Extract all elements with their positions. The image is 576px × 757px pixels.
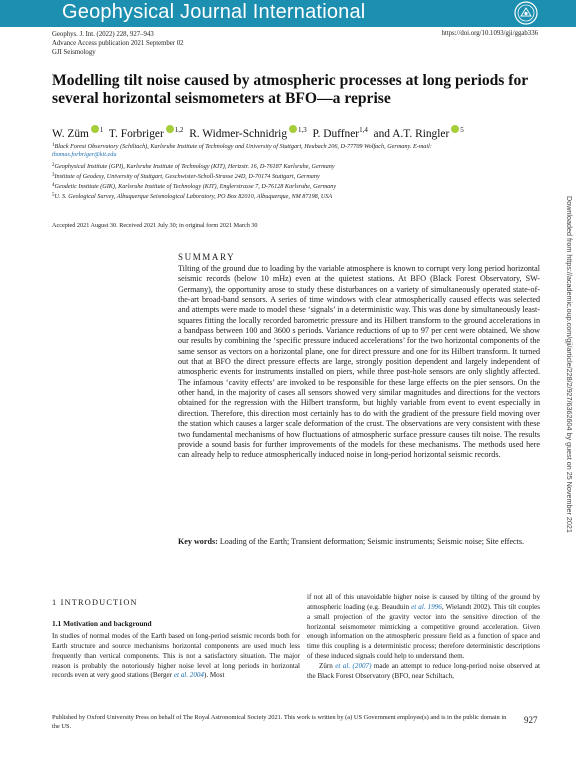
citation-link[interactable]: et al. (2007): [335, 661, 372, 670]
author-name[interactable]: R. Widmer-Schnidrig: [189, 128, 288, 140]
citation-link[interactable]: et al. 1996: [411, 602, 442, 611]
author-name[interactable]: P. Duffner: [312, 128, 360, 140]
article-title: Modelling tilt noise caused by atmospheric processes at long periods for several horizontal seismometers at BFO—a reprise: [52, 72, 528, 107]
author-email-link[interactable]: thomas.forbriger@kit.edu: [52, 151, 117, 158]
publisher-footer: Published by Oxford University Press on behalf of The Royal Astronomical Society 2021. This work is written by (a) US Government employee(s) and is in the public domain in the US.: [52, 714, 507, 730]
author-name[interactable]: T. Forbriger: [108, 128, 164, 140]
keywords-text: Loading of the Earth; Transient deformation; Seismic instruments; Seismic noise; Site effects.: [219, 537, 525, 546]
orcid-icon[interactable]: [289, 125, 297, 133]
orcid-icon[interactable]: [91, 125, 99, 133]
intro-left-column: In studies of normal modes of the Earth based on long-period seismic records both for Earth structure and source mechanisms horizontal components are used much less frequently than vertical components. This is not a satisfactory situation. The major reason is probably the notoriously higher noise level at long periods in horizontal records even at very good stations (Berger et al. 2004). Most: [52, 632, 300, 680]
orcid-icon[interactable]: [451, 125, 459, 133]
affiliation: $^1$Black Forest Observatory (Schiltach), Karlsruhe Institute of Technology and University of Stuttgart, Heubach 206, D-77709 Wolfach, Germany. E-mail: thomas.forbriger@kit.edu: [52, 143, 432, 158]
orcid-icon[interactable]: [166, 125, 174, 133]
subsection-heading: 1.1 Motivation and background: [52, 619, 152, 628]
section-heading: 1 INTRODUCTION: [52, 598, 138, 607]
intro-right-column: [307, 593, 540, 682]
journal-section: GJI Seismology: [52, 49, 96, 56]
affiliation: $^4$Geodetic Institute (GIK), Karlsruhe Institute of Technology (KIT), Englerstrasse 7, D-76128 Karlsruhe, Germany: [52, 183, 337, 190]
citation-link[interactable]: et al. 2004: [173, 671, 204, 680]
keywords: [178, 537, 540, 547]
page-number: 927: [524, 715, 538, 725]
author-name[interactable]: and A.T. Ringler: [373, 128, 450, 140]
affiliation: $^5$U. S. Geological Survey, Albuquerque Seismological Laboratory, PO Box 82010, Albuquerque, NM 87198, USA: [52, 193, 333, 200]
ras-seal-icon: [514, 1, 538, 25]
summary-heading: SUMMARY: [178, 252, 236, 262]
author-name[interactable]: W. Züm: [52, 128, 89, 140]
accepted-dates: Accepted 2021 August 30. Received 2021 July 30; in original form 2021 March 30: [52, 222, 258, 229]
author-list: W. Züm $^1$ T. Forbriger $^{1,2}$ R. Widmer-Schnidrig $^{1,3}$ P. Duffner$^{1,4}$ and A.T. Ringler $^5$: [52, 126, 464, 140]
affiliation: $^3$Institute of Geodesy, University of Stuttgart, Geschwister-Scholl-Strasse 24D, D-70174 Stuttgart, Germany: [52, 173, 320, 180]
affiliation: $^2$Geophysical Institute (GPI), Karlsruhe Institute of Technology (KIT), Hertzstr. 16, D-76187 Karlsruhe, Germany: [52, 163, 335, 170]
journal-name: Geophysical Journal International: [62, 1, 366, 23]
paragraph: if not all of this unavoidable higher noise is caused by tilting of the ground by atmospheric loading (e.g. Beauduin et al. 1996, Wielandt 2002). This tilt couples a small projection of the gravity vector into the sensitive direction of the horizontal seismometer mimicking a competitive ground acceleration. Given enough information on the atmospheric pressure field as a function of space and time this coupling is a deterministic process; therefore deterministic descriptions of these induced signals could help to understand them.: [307, 593, 540, 661]
journal-banner: [0, 0, 576, 27]
keywords-label: Key words:: [178, 537, 218, 546]
advance-access: Advance Access publication 2021 September 02: [52, 40, 184, 47]
paragraph: Zürn et al. (2007) made an attempt to reduce long-period noise observed at the Black Forest Observatory (BFO, near Schiltach,: [307, 661, 540, 680]
journal-citation: Geophys. J. Int. (2022) 228, 927–943: [52, 31, 154, 38]
doi-link[interactable]: https://doi.org/10.1093/gji/ggab336: [441, 30, 538, 37]
download-note: Downloaded from https://academic.oup.com/gji/article/228/2/927/6362604 by guest on 25 November 2021: [565, 196, 574, 533]
summary-text: Tilting of the ground due to loading by the variable atmosphere is known to corrupt very long period horizontal seismic records (below 10 mHz) even at the quietest stations. At BFO (Black Forest Observatory, SW-Germany), the opportunity arose to study these disturbances on a variety of simultaneously operated state-of-the-art broad-band sensors. A series of time windows with clear atmospherically caused effects was selected and attempts were made to model these ‘signals’ in a deterministic way. This was done by simultaneously least-squares fitting the locally recorded barometric pressure and its Hilbert transform to the ground accelerations in a bandpass between 100 and 3600 s periods. Variance reductions of up to 97 per cent were obtained. We show our results by combining the ‘specific pressure induced accelerations’ for the two horizontal components of the same sensor as vectors on a horizontal plane, one for direct pressure and one for its Hilbert transform. It turned out that at BFO the direct pressure effects are large, strongly position dependent and largely independent of atmospheric events for instruments installed on piers, while three post-hole sensors are only slightly affected. The infamous ‘cavity effects’ are invoked to be responsible for these large effects on the pier sensors. On the other hand, in the majority of cases all sensors showed very similar magnitudes and directions for the vectors obtained for the regression with the Hilbert transform, but highly variable from event to event especially in direction. Therefore, this direction most certainly has to do with the gradient of the pressure field moving over the station which causes a larger scale deformation of the crust. The observations are very consistent with these two fundamental mechanisms of how fluctuations of atmospheric surface pressure causes tilt noise. The results provide a sound basis for further improvements of the models for these mechanisms. The methods used here can already help to reduce atmospherically induced noise in long-period horizontal seismic records.: [178, 264, 540, 460]
